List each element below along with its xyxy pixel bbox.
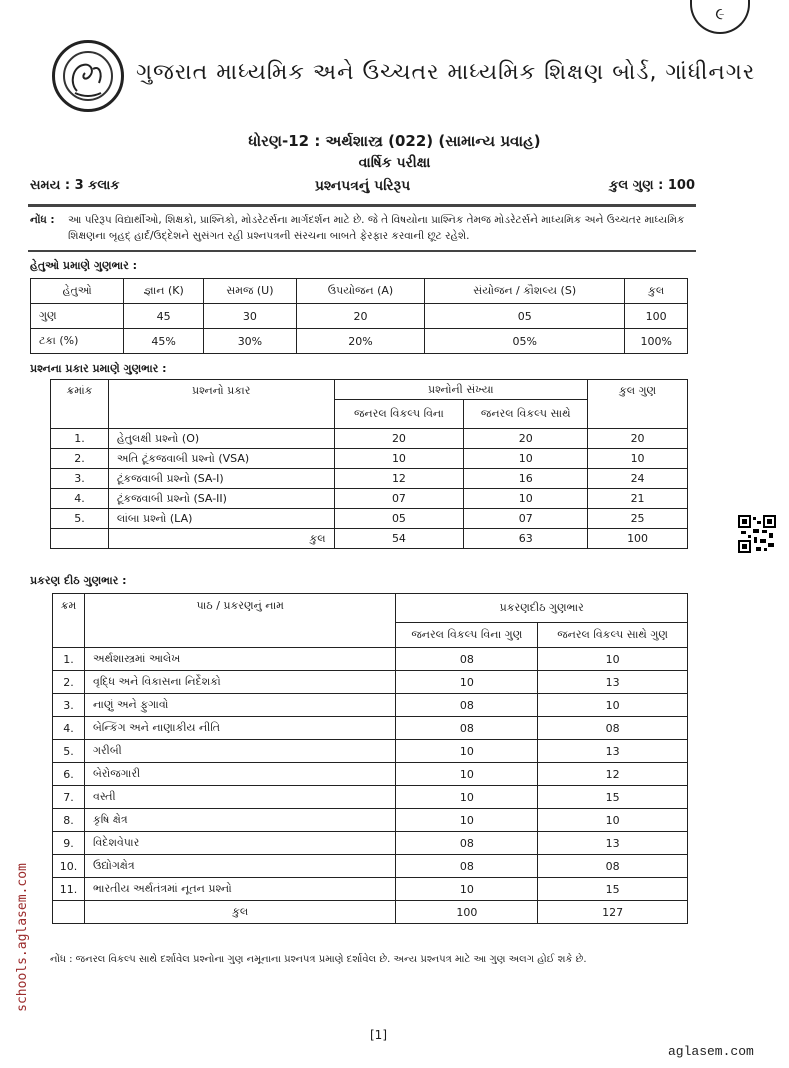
cell: 1. <box>51 429 109 449</box>
swan-emblem-icon <box>55 43 121 109</box>
header-cell: સંયોજન / કૌશલ્ય (S) <box>425 279 625 304</box>
cell: 20 <box>588 429 688 449</box>
header-cell: જનરલ વિકલ્પ સાથે <box>464 400 588 429</box>
cell: 05 <box>425 304 625 329</box>
cell: 5. <box>51 509 109 529</box>
bottom-watermark: aglasem.com <box>668 1044 754 1059</box>
cell: 127 <box>538 901 688 924</box>
cell: 15 <box>538 786 688 809</box>
cell: 21 <box>588 489 688 509</box>
cell: 100 <box>625 304 688 329</box>
cell: 10. <box>53 855 85 878</box>
cell: 08 <box>396 694 538 717</box>
cell: 3. <box>53 694 85 717</box>
cell: અતિ ટૂંકજવાબી પ્રશ્નો (VSA) <box>108 449 334 469</box>
table-row <box>53 740 688 763</box>
chapters-title: પ્રકરણ દીઠ ગુણભાર : <box>30 574 127 587</box>
cell: 7. <box>53 786 85 809</box>
qr-code <box>738 515 776 553</box>
chapters-table <box>52 593 688 924</box>
chapter-name: ઉદ્યોગક્ષેત્ર <box>84 855 395 878</box>
cell: 10 <box>396 671 538 694</box>
row-label: ગુણ <box>31 304 124 329</box>
table-total-row <box>51 529 688 549</box>
table-row <box>51 429 688 449</box>
footer-note: નોંધ : જનરલ વિકલ્પ સાથે દર્શાવેલ પ્રશ્નોના ગુણ નમૂનાના પ્રશ્નપત્ર પ્રમાણે દર્શાવેલ છે. અન્ય પ્રશ્નપત્ર માટે આ ગુણ અલગ હોઈ શકે છે. <box>50 954 587 965</box>
table-row <box>51 469 688 489</box>
cell: 10 <box>538 809 688 832</box>
header-cell: જ્ઞાન (K) <box>124 279 204 304</box>
objectives-table <box>30 278 688 354</box>
cell: 15 <box>538 878 688 901</box>
cell: 9. <box>53 832 85 855</box>
divider <box>28 204 696 207</box>
side-watermark: schools.aglasem.com <box>14 863 30 1012</box>
cell: 20 <box>334 429 464 449</box>
note-text: આ પરિરૂપ વિદ્યાર્થીઓ, શિક્ષકો, પ્રાશ્નિકો, મોડરેટર્સના માર્ગદર્શન માટે છે. જે તે વિષયોના પ્રાશ્નિક તેમજ મોડરેટર્સને માધ્યમિક અને ઉચ્ચતર માધ્યમિક શિક્ષણના બૃહદ્ હાર્દ/ઉદ્દેશને સુસંગત રહી પ્રશ્નપત્રની સંરચના બાબતે ફેરફાર કરવાની છૂટ રહેશે. <box>68 214 685 242</box>
row-label: ટકા (%) <box>31 329 124 354</box>
cell: 10 <box>538 694 688 717</box>
header-cell: હેતુઓ <box>31 279 124 304</box>
header-cell: પ્રશ્નનો પ્રકાર <box>108 380 334 429</box>
cell: 1. <box>53 648 85 671</box>
table-row <box>53 763 688 786</box>
cell: 08 <box>396 832 538 855</box>
question-types-title: પ્રશ્નના પ્રકાર પ્રમાણે ગુણભાર : <box>30 362 167 375</box>
cell: 10 <box>396 878 538 901</box>
cell: 10 <box>396 763 538 786</box>
chapter-name: અર્થશાસ્ત્રમાં આલેખ <box>84 648 395 671</box>
cell: 07 <box>464 509 588 529</box>
cell <box>51 529 109 549</box>
divider <box>28 250 696 252</box>
cell: 08 <box>538 855 688 878</box>
total-label: કુલ <box>84 901 395 924</box>
table-row <box>51 489 688 509</box>
cell: 20 <box>296 304 424 329</box>
header-cell: જનરલ વિકલ્પ વિના ગુણ <box>396 623 538 648</box>
cell: 3. <box>51 469 109 489</box>
cell: 25 <box>588 509 688 529</box>
table-row <box>53 878 688 901</box>
cell: 8. <box>53 809 85 832</box>
cell: 6. <box>53 763 85 786</box>
cell: 11. <box>53 878 85 901</box>
cell: 16 <box>464 469 588 489</box>
table-header-row <box>31 279 688 304</box>
chapter-name: કૃષિ ક્ષેત્ર <box>84 809 395 832</box>
cell: 05 <box>334 509 464 529</box>
cell <box>53 901 85 924</box>
cell: 4. <box>53 717 85 740</box>
cell: 20% <box>296 329 424 354</box>
qr-code-icon <box>738 515 776 553</box>
cell: 13 <box>538 832 688 855</box>
cell: 5. <box>53 740 85 763</box>
table-row <box>53 832 688 855</box>
header-cell: ઉપયોજન (A) <box>296 279 424 304</box>
cell: 10 <box>334 449 464 469</box>
table-row <box>51 449 688 469</box>
cell: 45 <box>124 304 204 329</box>
table-row <box>53 809 688 832</box>
cell: 12 <box>334 469 464 489</box>
table-row <box>31 329 688 354</box>
handwritten-page-mark: ૯ <box>690 0 750 34</box>
table-row <box>53 717 688 740</box>
chapter-name: બેન્કિંગ અને નાણાકીય નીતિ <box>84 717 395 740</box>
cell: 4. <box>51 489 109 509</box>
cell: 20 <box>464 429 588 449</box>
table-row <box>31 304 688 329</box>
header-cell: પાઠ / પ્રકરણનું નામ <box>84 594 395 648</box>
note-label: નોંધ : <box>30 214 55 226</box>
question-types-table <box>50 379 688 549</box>
header-cell: ક્રમ <box>53 594 85 648</box>
cell: ટૂંકજવાબી પ્રશ્નો (SA-I) <box>108 469 334 489</box>
board-logo <box>52 40 124 112</box>
cell: 2. <box>51 449 109 469</box>
header-cell: સમજ (U) <box>203 279 296 304</box>
cell: 10 <box>396 809 538 832</box>
board-name: ગુજરાત માધ્યમિક અને ઉચ્ચતર માધ્યમિક શિક્ષણ બોર્ડ, ગાંધીનગર <box>136 60 756 85</box>
chapter-name: વિદેશવેપાર <box>84 832 395 855</box>
page-number: [1] <box>370 1028 387 1042</box>
total-label: કુલ <box>108 529 334 549</box>
cell: ટૂંકજવાબી પ્રશ્નો (SA-II) <box>108 489 334 509</box>
chapter-name: ગરીબી <box>84 740 395 763</box>
header-cell: પ્રકરણદીઠ ગુણભાર <box>396 594 688 623</box>
header-cell: જનરલ વિકલ્પ સાથે ગુણ <box>538 623 688 648</box>
cell: 2. <box>53 671 85 694</box>
cell: 08 <box>396 648 538 671</box>
cell: 07 <box>334 489 464 509</box>
cell: 13 <box>538 740 688 763</box>
table-row <box>53 648 688 671</box>
cell: 08 <box>396 855 538 878</box>
subject-line: ધોરણ-12 : અર્થશાસ્ત્ર (022) (સામાન્ય પ્રવાહ) <box>248 132 541 150</box>
exam-name: વાર્ષિક પરીક્ષા <box>358 155 431 171</box>
header-cell: જનરલ વિકલ્પ વિના <box>334 400 464 429</box>
table-row <box>53 694 688 717</box>
table-row <box>53 671 688 694</box>
cell: 45% <box>124 329 204 354</box>
blueprint-title: પ્રશ્નપત્રનું પરિરૂપ <box>314 178 411 194</box>
header-cell: કુલ <box>625 279 688 304</box>
cell: 10 <box>464 449 588 469</box>
cell: 13 <box>538 671 688 694</box>
chapter-name: વૃદ્ધિ અને વિકાસના નિર્દેશકો <box>84 671 395 694</box>
exam-time: સમય : 3 કલાક <box>30 178 120 193</box>
table-header-row <box>51 380 688 400</box>
cell: 10 <box>588 449 688 469</box>
cell: 08 <box>396 717 538 740</box>
objectives-title: હેતુઓ પ્રમાણે ગુણભાર : <box>30 259 137 272</box>
table-row <box>53 786 688 809</box>
cell: લાંબા પ્રશ્નો (LA) <box>108 509 334 529</box>
cell: 100 <box>588 529 688 549</box>
cell: 12 <box>538 763 688 786</box>
cell: 10 <box>464 489 588 509</box>
cell: 100% <box>625 329 688 354</box>
chapter-name: બેરોજગારી <box>84 763 395 786</box>
cell: 24 <box>588 469 688 489</box>
cell: હેતુલક્ષી પ્રશ્નો (O) <box>108 429 334 449</box>
chapter-name: નાણું અને ફુગાવો <box>84 694 395 717</box>
note-block <box>30 212 695 244</box>
cell: 08 <box>538 717 688 740</box>
chapter-name: વસ્તી <box>84 786 395 809</box>
cell: 30% <box>203 329 296 354</box>
table-row <box>53 855 688 878</box>
table-row <box>51 509 688 529</box>
cell: 10 <box>396 740 538 763</box>
cell: 10 <box>538 648 688 671</box>
table-total-row <box>53 901 688 924</box>
total-marks: કુલ ગુણ : 100 <box>609 178 695 193</box>
cell: 30 <box>203 304 296 329</box>
header-cell: કુલ ગુણ <box>588 380 688 429</box>
chapter-name: ભારતીય અર્થતંત્રમાં નૂતન પ્રશ્નો <box>84 878 395 901</box>
cell: 10 <box>396 786 538 809</box>
table-header-row <box>53 594 688 623</box>
cell: 63 <box>464 529 588 549</box>
cell: 100 <box>396 901 538 924</box>
header-cell: ક્રમાંક <box>51 380 109 429</box>
cell: 54 <box>334 529 464 549</box>
cell: 05% <box>425 329 625 354</box>
header-cell: પ્રશ્નોની સંખ્યા <box>334 380 588 400</box>
